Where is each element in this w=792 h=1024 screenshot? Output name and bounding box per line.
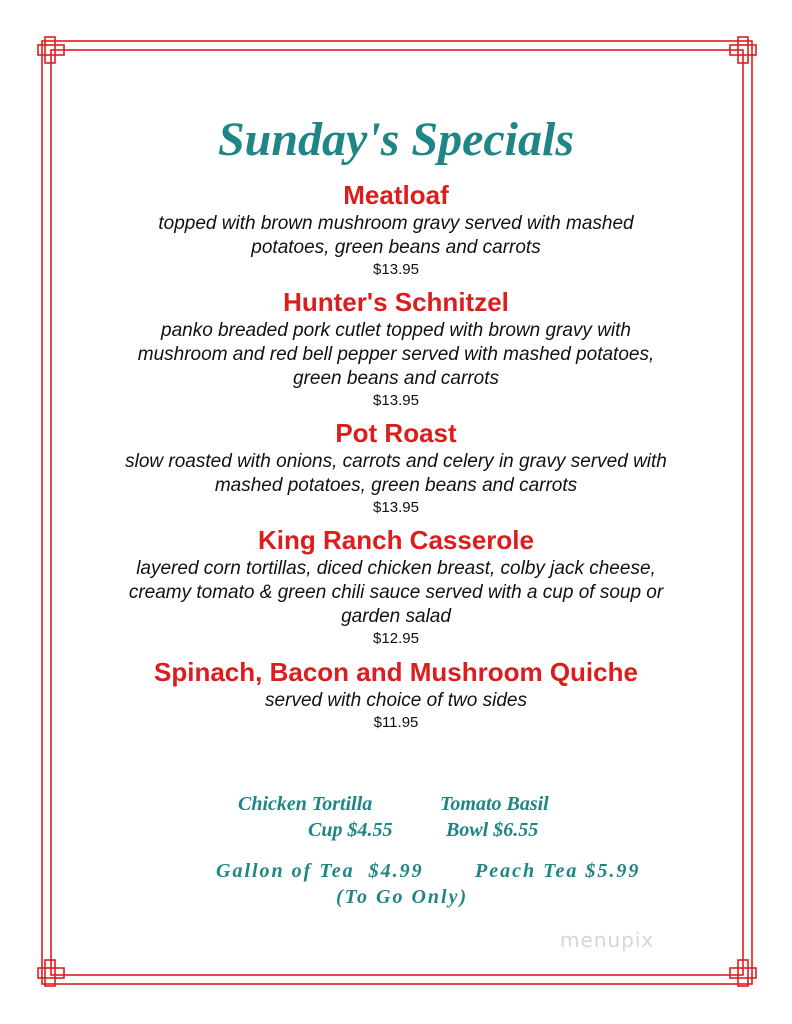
menu-item-pot-roast — [60, 416, 732, 518]
peach-tea-price: Peach Tea $5.99 — [475, 860, 641, 882]
item-description: panko breaded pork cutlet topped with brown gravy with mushroom and red bell pepper served with mashed potatoes, green beans and carrots — [137, 320, 655, 389]
item-price: $13.95 — [373, 261, 419, 278]
menu-item-hunters-schnitzel — [60, 285, 732, 411]
item-price: $13.95 — [373, 392, 419, 409]
watermark-logo: menupix — [560, 928, 655, 952]
menu-item-meatloaf — [60, 178, 732, 280]
gallon-tea-price: Gallon of Tea $4.99 — [216, 860, 424, 882]
item-name: Spinach, Bacon and Mushroom Quiche — [154, 657, 638, 687]
soup-chicken-tortilla: Chicken Tortilla — [238, 793, 373, 815]
item-name: Hunter's Schnitzel — [283, 287, 509, 317]
item-price: $13.95 — [373, 499, 419, 516]
item-description: served with choice of two sides — [265, 690, 527, 711]
item-name: Pot Roast — [335, 418, 457, 448]
to-go-note: (To Go Only) — [336, 886, 469, 908]
soup-bowl-price: Bowl $6.55 — [446, 819, 539, 841]
menu-item-king-ranch-casserole — [60, 523, 732, 649]
page-title: Sunday's Specials — [217, 113, 575, 166]
item-name: King Ranch Casserole — [258, 525, 534, 555]
item-description: topped with brown mushroom gravy served with mashed potatoes, green beans and carrots — [158, 213, 634, 258]
item-name: Meatloaf — [343, 180, 449, 210]
item-description: layered corn tortillas, diced chicken breast, colby jack cheese, creamy tomato & green chili sauce served with a cup of soup or garden salad — [128, 558, 664, 627]
soup-cup-price: Cup $4.55 — [308, 819, 393, 841]
specials-list — [60, 178, 732, 738]
item-price: $11.95 — [373, 714, 419, 731]
item-price: $12.95 — [373, 630, 419, 647]
soup-tomato-basil: Tomato Basil — [440, 793, 549, 815]
menu-item-quiche — [60, 655, 732, 733]
item-description: slow roasted with onions, carrots and celery in gravy served with mashed potatoes, green beans and carrots — [125, 451, 667, 496]
